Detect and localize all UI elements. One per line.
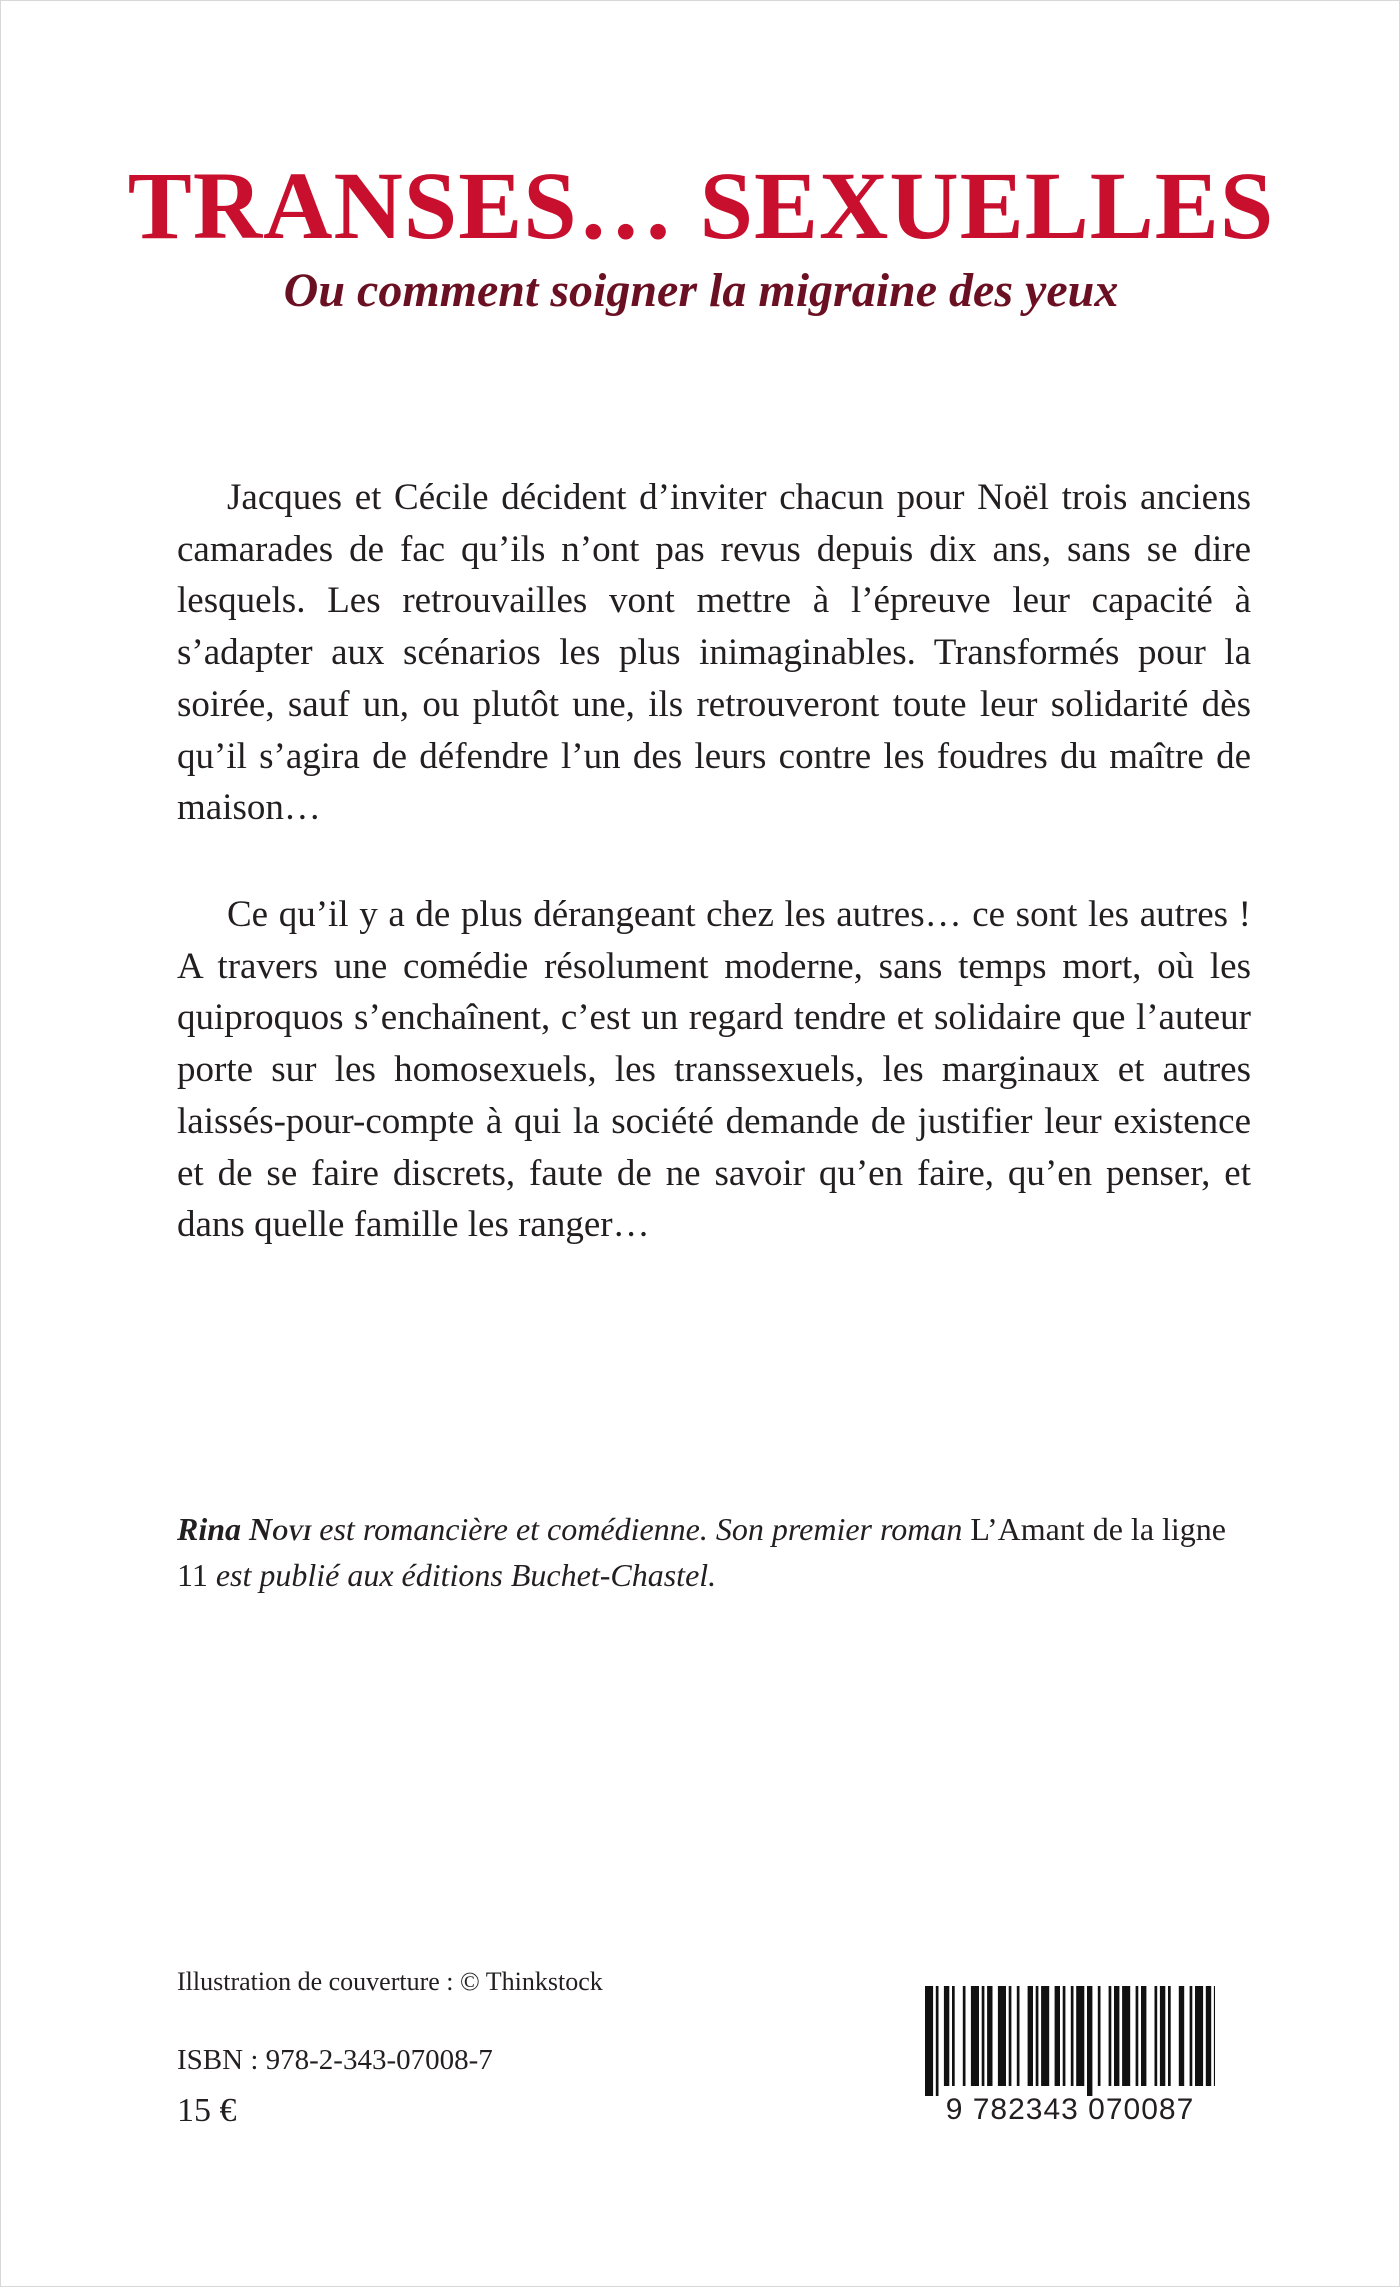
barcode-bar [1190, 1986, 1193, 2086]
barcode-bar [1063, 1986, 1066, 2086]
barcode-bar [1055, 1986, 1060, 2086]
barcode-bar [1114, 1986, 1119, 2086]
barcode-bar [987, 1986, 992, 2086]
barcode-bar [1041, 1986, 1049, 2086]
barcode-bar [1141, 1986, 1146, 2086]
bio-book-title: L’Amant de la ligne 11 [177, 1511, 1226, 1593]
bio-text-1: est romancière et comédienne. Son premier roman [311, 1511, 971, 1547]
barcode-bar [1155, 1986, 1158, 2086]
barcode-bar [971, 1986, 979, 2086]
barcode-bar [1109, 1986, 1112, 2086]
book-subtitle: Ou comment soigner la migraine des yeux [283, 264, 1119, 317]
barcode-bar [952, 1986, 955, 2086]
blurb-text-1: Jacques et Cécile décident d’inviter chacun pour Noël trois anciens camarades de fac qu’ils n’ont pas revus depuis dix ans, sans se dire lesquels. Les retrouvailles vont mettre à l’épreuve leur capacité à s’adapter aux scénarios les plus inimaginables. Transformés pour la soirée, sauf un, ou plutôt une, ils retrouveront toute leur solidarité dès qu’il s’agira de défendre l’un des leurs contre les foudres du maître de maison… [177, 477, 1251, 829]
barcode-bar [1195, 1986, 1203, 2086]
barcode-bar [1028, 1986, 1033, 2086]
bio-text-2: est publié aux éditions Buchet-Chastel. [207, 1557, 717, 1593]
barcode-bar [1214, 1986, 1215, 2086]
barcode-bar [1160, 1986, 1165, 2086]
book-title: TRANSES… SEXUELLES [127, 152, 1275, 259]
author-last-name: Novi [249, 1511, 312, 1547]
blurb-text-2: Ce qu’il y a de plus dérangeant chez les autres… ce sont les autres ! A travers une comédie résolument moderne, sans temps mort, où les quiproquos s’enchaînent, c’est un regard tendre et solidaire que l’auteur porte sur les homosexuels, les transsexuels, les marginaux et autres laissés-pour-compte à qui la société demande de justifier leur existence et de se faire discrets, faute de ne savoir qu’en faire, qu’en penser, et dans quelle famille les ranger… [177, 894, 1251, 1246]
barcode-bar [1017, 1986, 1020, 2086]
barcode-bar [1122, 1986, 1130, 2086]
barcode-bar [1206, 1986, 1211, 2086]
barcode-digits: 9 782343 070087 [945, 2093, 1195, 2126]
price: 15 € [177, 2092, 237, 2129]
barcode-bar [944, 1986, 949, 2086]
barcode-bar [1179, 1986, 1184, 2086]
barcode-bar [1009, 1986, 1012, 2086]
barcode-bar [1168, 1986, 1171, 2086]
barcode-bar [936, 1986, 939, 2096]
barcode-bar [982, 1986, 985, 2086]
author-bio [177, 1506, 1251, 1598]
barcode-bar [998, 1986, 1006, 2086]
barcode-bar [963, 1986, 966, 2086]
barcode-bar [1036, 1986, 1039, 2086]
blurb-paragraph-2 [177, 889, 1251, 1251]
barcode-bar [1076, 1986, 1084, 2086]
author-first-name: Rina [177, 1511, 250, 1547]
isbn: ISBN : 978-2-343-07008-7 [177, 2044, 493, 2076]
barcode-bar [1136, 1986, 1139, 2086]
barcode-bar [1087, 1986, 1092, 2096]
blurb-paragraph-1 [177, 472, 1251, 834]
illustration-credit: Illustration de couverture : © Thinkstock [177, 1967, 603, 1996]
barcode-bar [1098, 1986, 1101, 2086]
barcode-bar [925, 1986, 933, 2096]
barcode-bar [1071, 1986, 1074, 2086]
